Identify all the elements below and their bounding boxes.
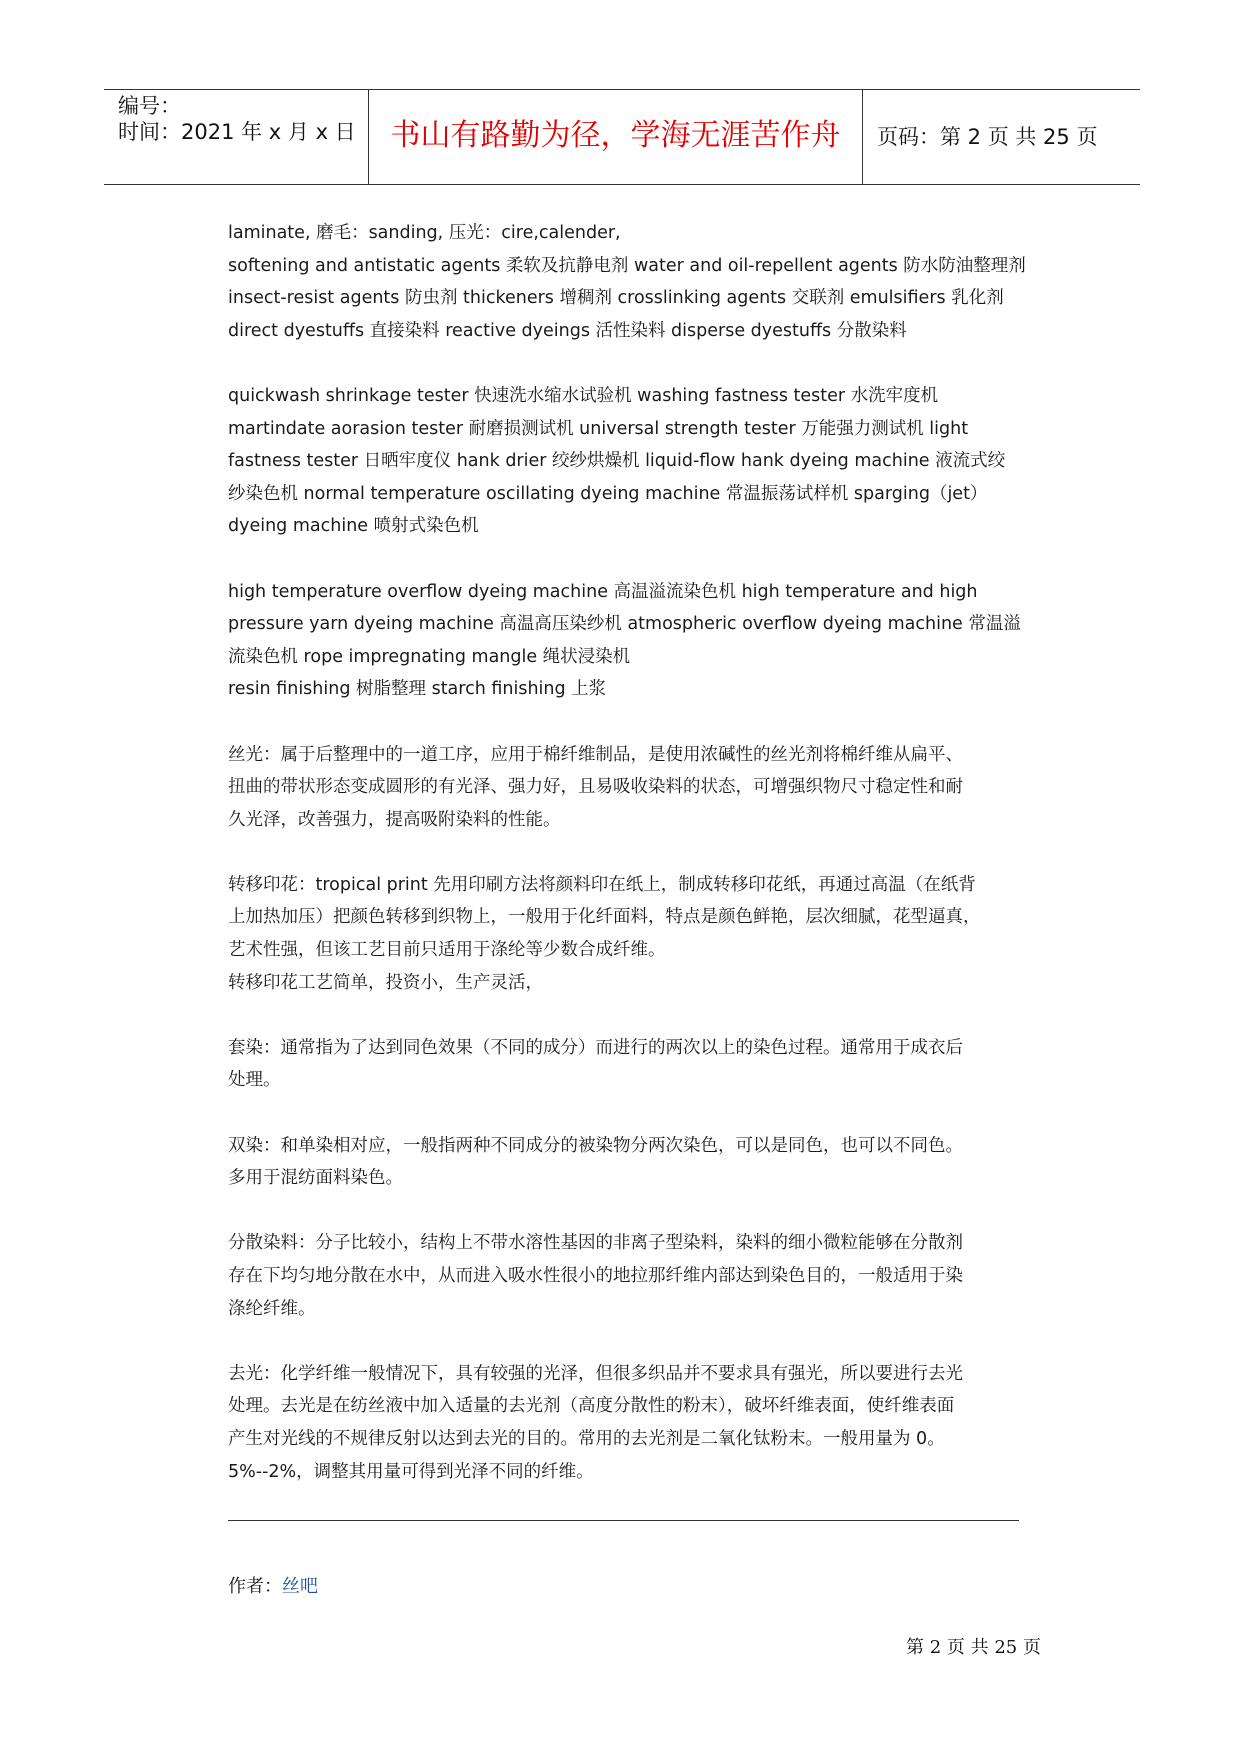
text-line: resin finishing 树脂整理 starch finishing 上浆 bbox=[228, 679, 607, 700]
text-line: pressure yarn dyeing machine 高温高压染纱机 atmospheric overflow dyeing machine 常温溢 bbox=[228, 614, 1021, 635]
paragraph-gap bbox=[228, 1325, 1028, 1358]
time-label: 时间：2021 年 x 月 x 日 bbox=[118, 120, 356, 144]
paragraph-gap bbox=[228, 1195, 1028, 1228]
text-line: 分散染料：分子比较小，结构上不带水溶性基因的非离子型染料，染料的细小微粒能够在分散剂 bbox=[228, 1233, 963, 1254]
text-line: martindate aorasion tester 耐磨损测试机 universal strength tester 万能强力测试机 light bbox=[228, 418, 969, 439]
paragraph-gap bbox=[228, 347, 1028, 380]
paragraph-gap bbox=[228, 999, 1028, 1032]
text-line: 去光：化学纤维一般情况下，具有较强的光泽，但很多织品并不要求具有强光，所以要进行去光 bbox=[228, 1363, 963, 1384]
text-line: 转移印花工艺简单，投资小，生产灵活， bbox=[228, 972, 543, 993]
text-line: 扭曲的带状形态变成圆形的有光泽、强力好，且易吸收染料的状态，可增强织物尺寸稳定性和耐 bbox=[228, 777, 963, 798]
text-line: softening and antistatic agents 柔软及抗静电剂 water and oil-repellent agents 防水防油整理剂 bbox=[228, 255, 1026, 276]
text-line: 纱染色机 normal temperature oscillating dyeing machine 常温振荡试样机 sparging（jet） bbox=[228, 483, 988, 504]
text-line: 双染：和单染相对应，一般指两种不同成分的被染物分两次染色，可以是同色，也可以不同色。 bbox=[228, 1135, 963, 1156]
text-line: 久光泽，改善强力，提高吸附染料的性能。 bbox=[228, 809, 561, 830]
text-line: 涤纶纤维。 bbox=[228, 1298, 316, 1319]
text-line: 丝光：属于后整理中的一道工序，应用于棉纤维制品，是使用浓碱性的丝光剂将棉纤维从扁平、 bbox=[228, 744, 963, 765]
text-line: 多用于混纺面料染色。 bbox=[228, 1168, 403, 1189]
author-link[interactable]: 丝吧 bbox=[282, 1576, 318, 1597]
text-line: fastness tester 日晒牢度仪 hank drier 绞纱烘燥机 liquid-flow hank dyeing machine 液流式绞 bbox=[228, 451, 1006, 472]
paragraph-gap bbox=[228, 836, 1028, 869]
text-line: 存在下均匀地分散在水中，从而进入吸水性很小的地拉那纤维内部达到染色目的，一般适用于染 bbox=[228, 1266, 963, 1286]
text-line: quickwash shrinkage tester 快速洗水缩水试验机 washing fastness tester 水洗牢度机 bbox=[228, 385, 939, 406]
text-line: 艺术性强，但该工艺目前只适用于涤纶等少数合成纤维。 bbox=[228, 940, 666, 961]
text-line: 5%--2%，调整其用量可得到光泽不同的纤维。 bbox=[228, 1461, 594, 1482]
serial-label: 编号： bbox=[118, 94, 181, 118]
text-line: 处理。去光是在纺丝液中加入适量的去光剂（高度分散性的粉末），破坏纤维表面，使纤维表面 bbox=[228, 1396, 955, 1417]
paragraph-gap bbox=[228, 706, 1028, 739]
header-page-cell bbox=[863, 90, 1140, 184]
paragraph-gap bbox=[228, 543, 1028, 576]
paragraph-gap bbox=[228, 1097, 1028, 1130]
text-line: dyeing machine 喷射式染色机 bbox=[228, 516, 479, 537]
text-line: direct dyestuffs 直接染料 reactive dyeings 活性染料 disperse dyestuffs 分散染料 bbox=[228, 320, 907, 341]
author-label: 作者： bbox=[228, 1576, 282, 1597]
text-line: 上加热加压）把颜色转移到织物上，一般用于化纤面料，特点是颜色鲜艳，层次细腻，花型逼真， bbox=[228, 907, 981, 928]
author-line bbox=[228, 1574, 318, 1600]
text-line: 流染色机 rope impregnating mangle 绳状浸染机 bbox=[228, 646, 631, 667]
document-body bbox=[228, 217, 1028, 1488]
text-line: 产生对光线的不规律反射以达到去光的目的。常用的去光剂是二氧化钛粉末。一般用量为 0。 bbox=[228, 1428, 945, 1449]
text-line: laminate, 磨毛：sanding, 压光：cire,calender, bbox=[228, 223, 621, 243]
header-page-number: 页码：第 2 页 共 25 页 bbox=[877, 125, 1098, 149]
footer-page-number: 第 2 页 共 25 页 bbox=[906, 1637, 1041, 1658]
header-motto-cell bbox=[368, 90, 863, 184]
text-line: 转移印花：tropical print 先用印刷方法将颜料印在纸上，制成转移印花纸，再通过高温（在纸背 bbox=[228, 874, 976, 895]
footnote-divider bbox=[228, 1520, 1019, 1521]
text-line: 处理。 bbox=[228, 1070, 281, 1091]
header-info-cell bbox=[104, 90, 368, 184]
text-line: high temperature overflow dyeing machine 高温溢流染色机 high temperature and high bbox=[228, 581, 978, 602]
text-line: 套染：通常指为了达到同色效果（不同的成分）而进行的两次以上的染色过程。通常用于成衣后 bbox=[228, 1037, 963, 1058]
text-line: insect-resist agents 防虫剂 thickeners 增稠剂 crosslinking agents 交联剂 emulsifiers 乳化剂 bbox=[228, 288, 1004, 309]
motto: 书山有路勤为径，学海无涯苦作舟 bbox=[390, 118, 841, 153]
page-header bbox=[104, 89, 1140, 185]
